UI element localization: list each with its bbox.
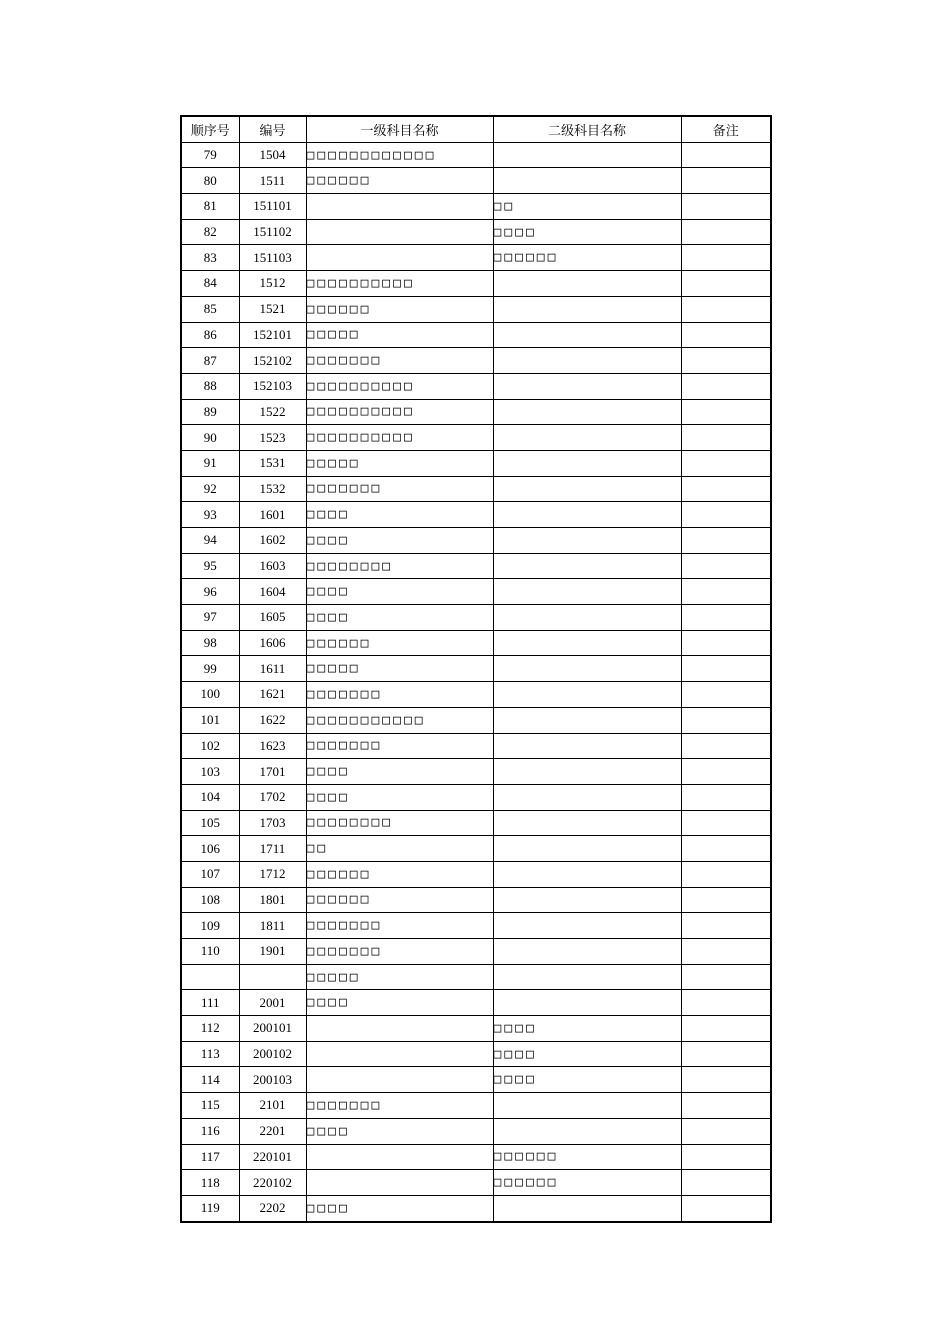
cell-level1-name: □□□□□□□□□□□: [306, 707, 493, 733]
cell-seq: 116: [181, 1118, 239, 1144]
cell-code: 1604: [239, 579, 306, 605]
cell-seq: 92: [181, 476, 239, 502]
cell-note: [681, 913, 771, 939]
cell-level2-name: [493, 784, 681, 810]
cell-note: [681, 399, 771, 425]
cell-code: 1901: [239, 939, 306, 965]
cell-note: [681, 1016, 771, 1042]
table-row: [181, 707, 771, 733]
cell-level1-name: □□□□□□□□□□: [306, 425, 493, 451]
cell-seq: 100: [181, 682, 239, 708]
cell-seq: 81: [181, 194, 239, 220]
cell-note: [681, 707, 771, 733]
cell-code: 1532: [239, 476, 306, 502]
cell-note: [681, 425, 771, 451]
table-row: [181, 348, 771, 374]
cell-code: 1504: [239, 142, 306, 168]
table-row: [181, 1195, 771, 1221]
table-row: [181, 913, 771, 939]
cell-code: 1603: [239, 553, 306, 579]
cell-level2-name: [493, 399, 681, 425]
cell-seq: 110: [181, 939, 239, 965]
table-row: [181, 425, 771, 451]
table-row: [181, 1144, 771, 1170]
cell-level2-name: [493, 939, 681, 965]
header-level2-name: 二级科目名称: [493, 116, 681, 142]
cell-level1-name: □□□□□□□: [306, 682, 493, 708]
cell-note: [681, 1093, 771, 1119]
table-row: [181, 836, 771, 862]
table-row: [181, 579, 771, 605]
cell-level2-name: □□: [493, 194, 681, 220]
cell-code: 1601: [239, 502, 306, 528]
cell-seq: 82: [181, 219, 239, 245]
header-note: 备注: [681, 116, 771, 142]
cell-seq: 112: [181, 1016, 239, 1042]
cell-level1-name: □□□□□: [306, 322, 493, 348]
cell-seq: 109: [181, 913, 239, 939]
table-row: [181, 1041, 771, 1067]
cell-note: [681, 630, 771, 656]
cell-level1-name: [306, 1067, 493, 1093]
cell-note: [681, 579, 771, 605]
table-row: [181, 476, 771, 502]
cell-level2-name: [493, 733, 681, 759]
table-row: [181, 861, 771, 887]
cell-note: [681, 1118, 771, 1144]
cell-note: [681, 887, 771, 913]
cell-note: [681, 836, 771, 862]
table-row: [181, 194, 771, 220]
table-row: [181, 219, 771, 245]
cell-seq: 105: [181, 810, 239, 836]
cell-code: 2202: [239, 1195, 306, 1221]
cell-code: 1611: [239, 656, 306, 682]
cell-note: [681, 296, 771, 322]
table-row: [181, 502, 771, 528]
cell-level2-name: [493, 296, 681, 322]
table-row: [181, 656, 771, 682]
cell-level1-name: □□□□□□□□: [306, 553, 493, 579]
cell-code: 151103: [239, 245, 306, 271]
cell-level2-name: [493, 528, 681, 554]
cell-note: [681, 861, 771, 887]
cell-seq: 113: [181, 1041, 239, 1067]
cell-level1-name: □□□□□□□□□□□□: [306, 142, 493, 168]
cell-seq: 90: [181, 425, 239, 451]
table-row: [181, 245, 771, 271]
cell-level1-name: □□□□□□□: [306, 913, 493, 939]
cell-seq: 99: [181, 656, 239, 682]
cell-seq: 119: [181, 1195, 239, 1221]
table-row: [181, 682, 771, 708]
cell-code: 200102: [239, 1041, 306, 1067]
cell-level2-name: [493, 476, 681, 502]
cell-level2-name: [493, 656, 681, 682]
table-row: [181, 553, 771, 579]
cell-level1-name: [306, 219, 493, 245]
cell-level2-name: [493, 861, 681, 887]
cell-note: [681, 939, 771, 965]
cell-seq: 85: [181, 296, 239, 322]
cell-level2-name: □□□□□□: [493, 245, 681, 271]
cell-code: 2001: [239, 990, 306, 1016]
cell-level2-name: [493, 913, 681, 939]
cell-level1-name: □□□□: [306, 990, 493, 1016]
cell-level2-name: [493, 1118, 681, 1144]
cell-level2-name: [493, 425, 681, 451]
cell-note: [681, 168, 771, 194]
cell-note: [681, 1067, 771, 1093]
table-row: [181, 605, 771, 631]
cell-note: [681, 733, 771, 759]
cell-note: [681, 528, 771, 554]
cell-code: 200103: [239, 1067, 306, 1093]
cell-seq: 80: [181, 168, 239, 194]
cell-seq: 87: [181, 348, 239, 374]
cell-level1-name: □□□□: [306, 528, 493, 554]
cell-note: [681, 1041, 771, 1067]
cell-note: [681, 1144, 771, 1170]
cell-seq: 111: [181, 990, 239, 1016]
cell-level2-name: [493, 502, 681, 528]
cell-code: 1703: [239, 810, 306, 836]
cell-level1-name: □□□□□□: [306, 861, 493, 887]
table-row: [181, 142, 771, 168]
cell-level2-name: [493, 1093, 681, 1119]
cell-level2-name: [493, 373, 681, 399]
table-row: [181, 1093, 771, 1119]
cell-level1-name: □□□□□□: [306, 168, 493, 194]
cell-code: 1523: [239, 425, 306, 451]
table-body: [181, 142, 771, 1221]
cell-level1-name: □□□□: [306, 759, 493, 785]
cell-code: 1605: [239, 605, 306, 631]
cell-seq: 102: [181, 733, 239, 759]
cell-code: 2101: [239, 1093, 306, 1119]
cell-code: 1531: [239, 450, 306, 476]
cell-code: 200101: [239, 1016, 306, 1042]
cell-level2-name: [493, 1195, 681, 1221]
cell-note: [681, 964, 771, 990]
cell-code: 1602: [239, 528, 306, 554]
cell-code: [239, 964, 306, 990]
cell-seq: 84: [181, 271, 239, 297]
cell-level1-name: □□□□□□□□□□: [306, 271, 493, 297]
cell-note: [681, 219, 771, 245]
cell-seq: 114: [181, 1067, 239, 1093]
cell-code: 1701: [239, 759, 306, 785]
cell-level1-name: □□□□: [306, 1195, 493, 1221]
cell-level1-name: □□□□□□□: [306, 733, 493, 759]
cell-level2-name: [493, 759, 681, 785]
cell-seq: 93: [181, 502, 239, 528]
cell-note: [681, 553, 771, 579]
cell-level2-name: [493, 630, 681, 656]
cell-seq: 88: [181, 373, 239, 399]
cell-level1-name: □□□□□□□: [306, 348, 493, 374]
table-row: [181, 373, 771, 399]
cell-seq: 97: [181, 605, 239, 631]
table-row: [181, 1016, 771, 1042]
cell-code: 1702: [239, 784, 306, 810]
table-row: [181, 733, 771, 759]
cell-note: [681, 142, 771, 168]
cell-level2-name: [493, 271, 681, 297]
cell-seq: 117: [181, 1144, 239, 1170]
table-row: [181, 322, 771, 348]
cell-level1-name: □□□□□: [306, 964, 493, 990]
table-row: [181, 939, 771, 965]
cell-level2-name: [493, 348, 681, 374]
cell-note: [681, 476, 771, 502]
cell-level1-name: [306, 245, 493, 271]
cell-note: [681, 373, 771, 399]
table-row: [181, 887, 771, 913]
cell-seq: 118: [181, 1170, 239, 1196]
cell-seq: 95: [181, 553, 239, 579]
cell-level2-name: [493, 887, 681, 913]
cell-code: 220101: [239, 1144, 306, 1170]
table-row: [181, 296, 771, 322]
cell-level2-name: [493, 142, 681, 168]
header-row: [181, 116, 771, 142]
cell-level2-name: [493, 990, 681, 1016]
cell-level1-name: □□□□□□: [306, 296, 493, 322]
cell-level2-name: □□□□: [493, 219, 681, 245]
cell-code: 1511: [239, 168, 306, 194]
cell-level2-name: □□□□: [493, 1041, 681, 1067]
table-row: [181, 450, 771, 476]
cell-seq: 103: [181, 759, 239, 785]
cell-level2-name: [493, 553, 681, 579]
header-code: 编号: [239, 116, 306, 142]
cell-level1-name: □□□□□□□: [306, 1093, 493, 1119]
cell-level1-name: □□□□□: [306, 450, 493, 476]
cell-seq: 91: [181, 450, 239, 476]
cell-code: 1811: [239, 913, 306, 939]
table-row: [181, 1170, 771, 1196]
cell-note: [681, 1170, 771, 1196]
cell-code: 1522: [239, 399, 306, 425]
cell-code: 220102: [239, 1170, 306, 1196]
cell-seq: 89: [181, 399, 239, 425]
cell-code: 2201: [239, 1118, 306, 1144]
cell-note: [681, 810, 771, 836]
cell-level2-name: □□□□: [493, 1067, 681, 1093]
cell-level2-name: [493, 450, 681, 476]
cell-level1-name: [306, 1144, 493, 1170]
cell-level1-name: □□: [306, 836, 493, 862]
cell-seq: 79: [181, 142, 239, 168]
table-row: [181, 964, 771, 990]
cell-level2-name: [493, 322, 681, 348]
cell-level1-name: □□□□□□□□: [306, 810, 493, 836]
cell-seq: 104: [181, 784, 239, 810]
cell-seq: 108: [181, 887, 239, 913]
cell-level1-name: □□□□□□: [306, 630, 493, 656]
cell-note: [681, 502, 771, 528]
cell-level2-name: [493, 168, 681, 194]
cell-seq: 94: [181, 528, 239, 554]
cell-level2-name: [493, 836, 681, 862]
cell-level1-name: □□□□: [306, 605, 493, 631]
cell-seq: 101: [181, 707, 239, 733]
cell-level1-name: □□□□□□□□□□: [306, 399, 493, 425]
cell-seq: 98: [181, 630, 239, 656]
cell-code: 1622: [239, 707, 306, 733]
table-row: [181, 784, 771, 810]
cell-level1-name: □□□□□: [306, 656, 493, 682]
cell-note: [681, 1195, 771, 1221]
cell-seq: 96: [181, 579, 239, 605]
cell-seq: 106: [181, 836, 239, 862]
cell-note: [681, 605, 771, 631]
cell-seq: [181, 964, 239, 990]
table-header: [181, 116, 771, 142]
cell-note: [681, 990, 771, 1016]
cell-level2-name: [493, 579, 681, 605]
table-row: [181, 1118, 771, 1144]
cell-code: 1711: [239, 836, 306, 862]
cell-note: [681, 450, 771, 476]
header-level1-name: 一级科目名称: [306, 116, 493, 142]
cell-level1-name: □□□□: [306, 784, 493, 810]
table-row: [181, 990, 771, 1016]
cell-seq: 107: [181, 861, 239, 887]
cell-level1-name: □□□□□□□□□□: [306, 373, 493, 399]
cell-level1-name: □□□□□□□: [306, 476, 493, 502]
cell-code: 1621: [239, 682, 306, 708]
cell-level2-name: [493, 707, 681, 733]
cell-code: 1801: [239, 887, 306, 913]
cell-level2-name: □□□□: [493, 1016, 681, 1042]
cell-level2-name: [493, 810, 681, 836]
cell-note: [681, 348, 771, 374]
cell-level1-name: [306, 1170, 493, 1196]
cell-note: [681, 784, 771, 810]
header-seq: 顺序号: [181, 116, 239, 142]
cell-code: 1521: [239, 296, 306, 322]
cell-note: [681, 656, 771, 682]
cell-level1-name: [306, 1041, 493, 1067]
cell-note: [681, 245, 771, 271]
cell-code: 1512: [239, 271, 306, 297]
cell-level1-name: □□□□: [306, 502, 493, 528]
cell-code: 152102: [239, 348, 306, 374]
cell-level1-name: □□□□: [306, 1118, 493, 1144]
cell-code: 151101: [239, 194, 306, 220]
cell-level1-name: □□□□□□: [306, 887, 493, 913]
cell-level1-name: [306, 1016, 493, 1042]
table-row: [181, 759, 771, 785]
cell-note: [681, 759, 771, 785]
table-row: [181, 630, 771, 656]
cell-code: 151102: [239, 219, 306, 245]
cell-seq: 86: [181, 322, 239, 348]
cell-code: 1606: [239, 630, 306, 656]
cell-note: [681, 682, 771, 708]
cell-level2-name: [493, 964, 681, 990]
cell-level1-name: □□□□: [306, 579, 493, 605]
table-row: [181, 271, 771, 297]
account-code-table: [180, 115, 772, 1223]
cell-code: 1712: [239, 861, 306, 887]
cell-level1-name: [306, 194, 493, 220]
cell-code: 152103: [239, 373, 306, 399]
cell-level2-name: □□□□□□: [493, 1170, 681, 1196]
table-row: [181, 1067, 771, 1093]
cell-level1-name: □□□□□□□: [306, 939, 493, 965]
cell-note: [681, 322, 771, 348]
cell-note: [681, 271, 771, 297]
table-row: [181, 528, 771, 554]
cell-level2-name: [493, 605, 681, 631]
cell-seq: 115: [181, 1093, 239, 1119]
cell-code: 1623: [239, 733, 306, 759]
table-row: [181, 168, 771, 194]
cell-note: [681, 194, 771, 220]
cell-seq: 83: [181, 245, 239, 271]
cell-level2-name: □□□□□□: [493, 1144, 681, 1170]
cell-code: 152101: [239, 322, 306, 348]
table-row: [181, 399, 771, 425]
table-row: [181, 810, 771, 836]
cell-level2-name: [493, 682, 681, 708]
